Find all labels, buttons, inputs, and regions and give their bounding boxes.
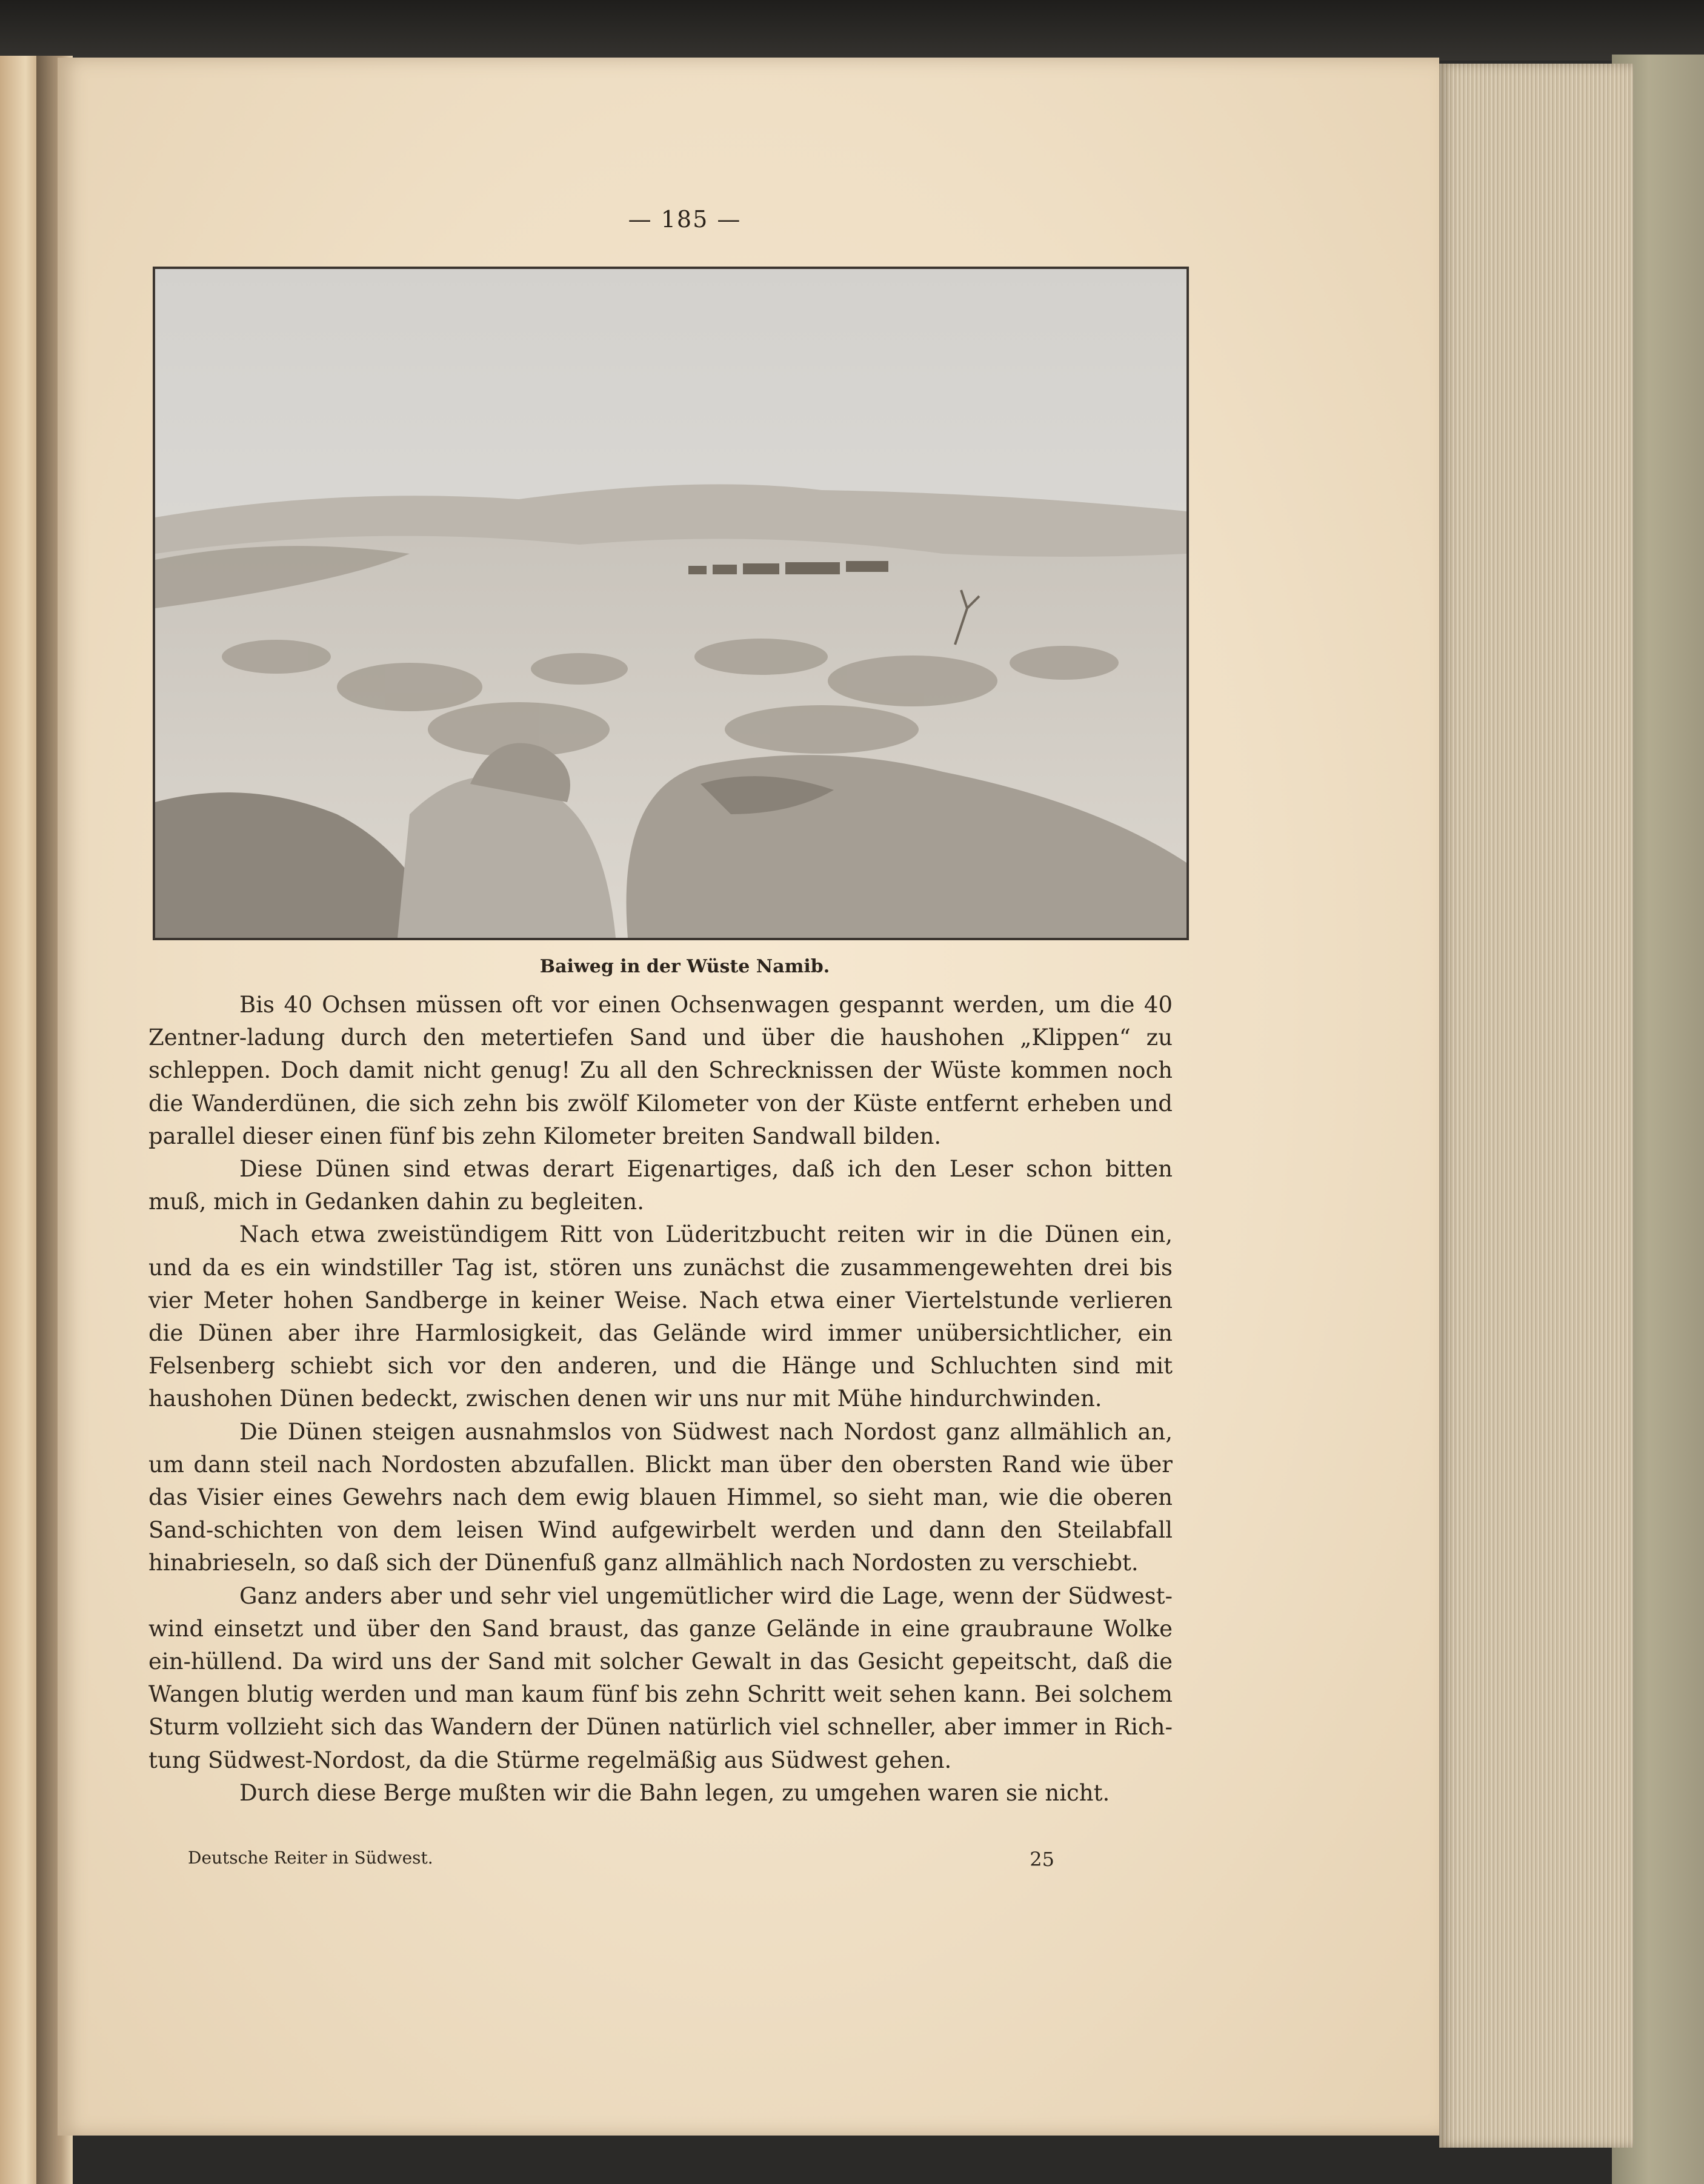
page-stack-edge	[1439, 64, 1633, 2148]
signature-mark: 25	[1030, 1848, 1054, 1871]
paragraph: Bis 40 Ochsen müssen oft vor einen Ochsenwagen gespannt werden, um die 40 Zentner-ladung durch den metertiefen Sand und über die haushohen „Klippen“ zu schleppen. Doch damit nicht genug! Zu all den Schrecknissen der Wüste kommen noch die Wanderdünen, die sich zehn bis zwölf Kilometer von der Küste entfernt erheben und parallel dieser einen fünf bis zehn Kilometer breiten Sandwall bilden.	[148, 992, 1173, 1149]
figure-caption: Baiweg in der Wüste Namib.	[539, 956, 830, 977]
paragraph: Diese Dünen sind etwas derart Eigenartiges, daß ich den Leser schon bitten muß, mich in Gedanken dahin zu begleiten.	[148, 1156, 1173, 1215]
desert-photograph	[153, 267, 1189, 940]
desert-landscape-illustration	[155, 269, 1186, 938]
paragraph: Nach etwa zweistündigem Ritt von Lüderitzbucht reiten wir in die Dünen ein, und da es ein windstiller Tag ist, stören uns zunächst die zusammengewehten drei bis vier Meter hohen Sandberge in keiner Weise. Nach etwa einer Viertelstunde verlieren die Dünen aber ihre Harmlosigkeit, das Gelände wird immer unübersichtlicher, ein Felsenberg schiebt sich vor den anderen, und die Hänge und Schluchten sind mit haushohen Dünen bedeckt, zwischen denen wir uns nur mit Mühe hindurchwinden.	[148, 1221, 1173, 1412]
body-text	[148, 989, 1173, 1810]
page-number: — 185 —	[628, 206, 742, 233]
paragraph: Durch diese Berge mußten wir die Bahn legen, zu umgehen waren sie nicht.	[239, 1779, 1110, 1806]
background-shadow	[0, 0, 1704, 61]
footer-book-title: Deutsche Reiter in Südwest.	[188, 1848, 433, 1868]
paragraph: Die Dünen steigen ausnahmslos von Südwest nach Nordost ganz allmählich an, um dann steil nach Nordosten abzufallen. Blickt man über den obersten Rand wie über das Visier eines Gewehrs nach dem ewig blauen Himmel, so sieht man, wie die oberen Sand-schichten von dem leisen Wind aufgewirbelt werden und dann den Steilabfall hinabrieseln, so daß sich der Dünenfuß ganz allmählich nach Nordosten zu verschiebt.	[148, 1418, 1173, 1576]
paragraph: Ganz anders aber und sehr viel ungemütlicher wird die Lage, wenn der Südwest-wind einsetzt und über den Sand braust, das ganze Gelände in eine graubraune Wolke ein-hüllend. Da wird uns der Sand mit solcher Gewalt in das Gesicht gepeitscht, daß die Wangen blutig werden und man kaum fünf bis zehn Schritt weit sehen kann. Bei solchem Sturm vollzieht sich das Wandern der Dünen natürlich viel schneller, aber immer in Rich-tung Südwest-Nordost, da die Stürme regelmäßig aus Südwest gehen.	[148, 1582, 1173, 1773]
